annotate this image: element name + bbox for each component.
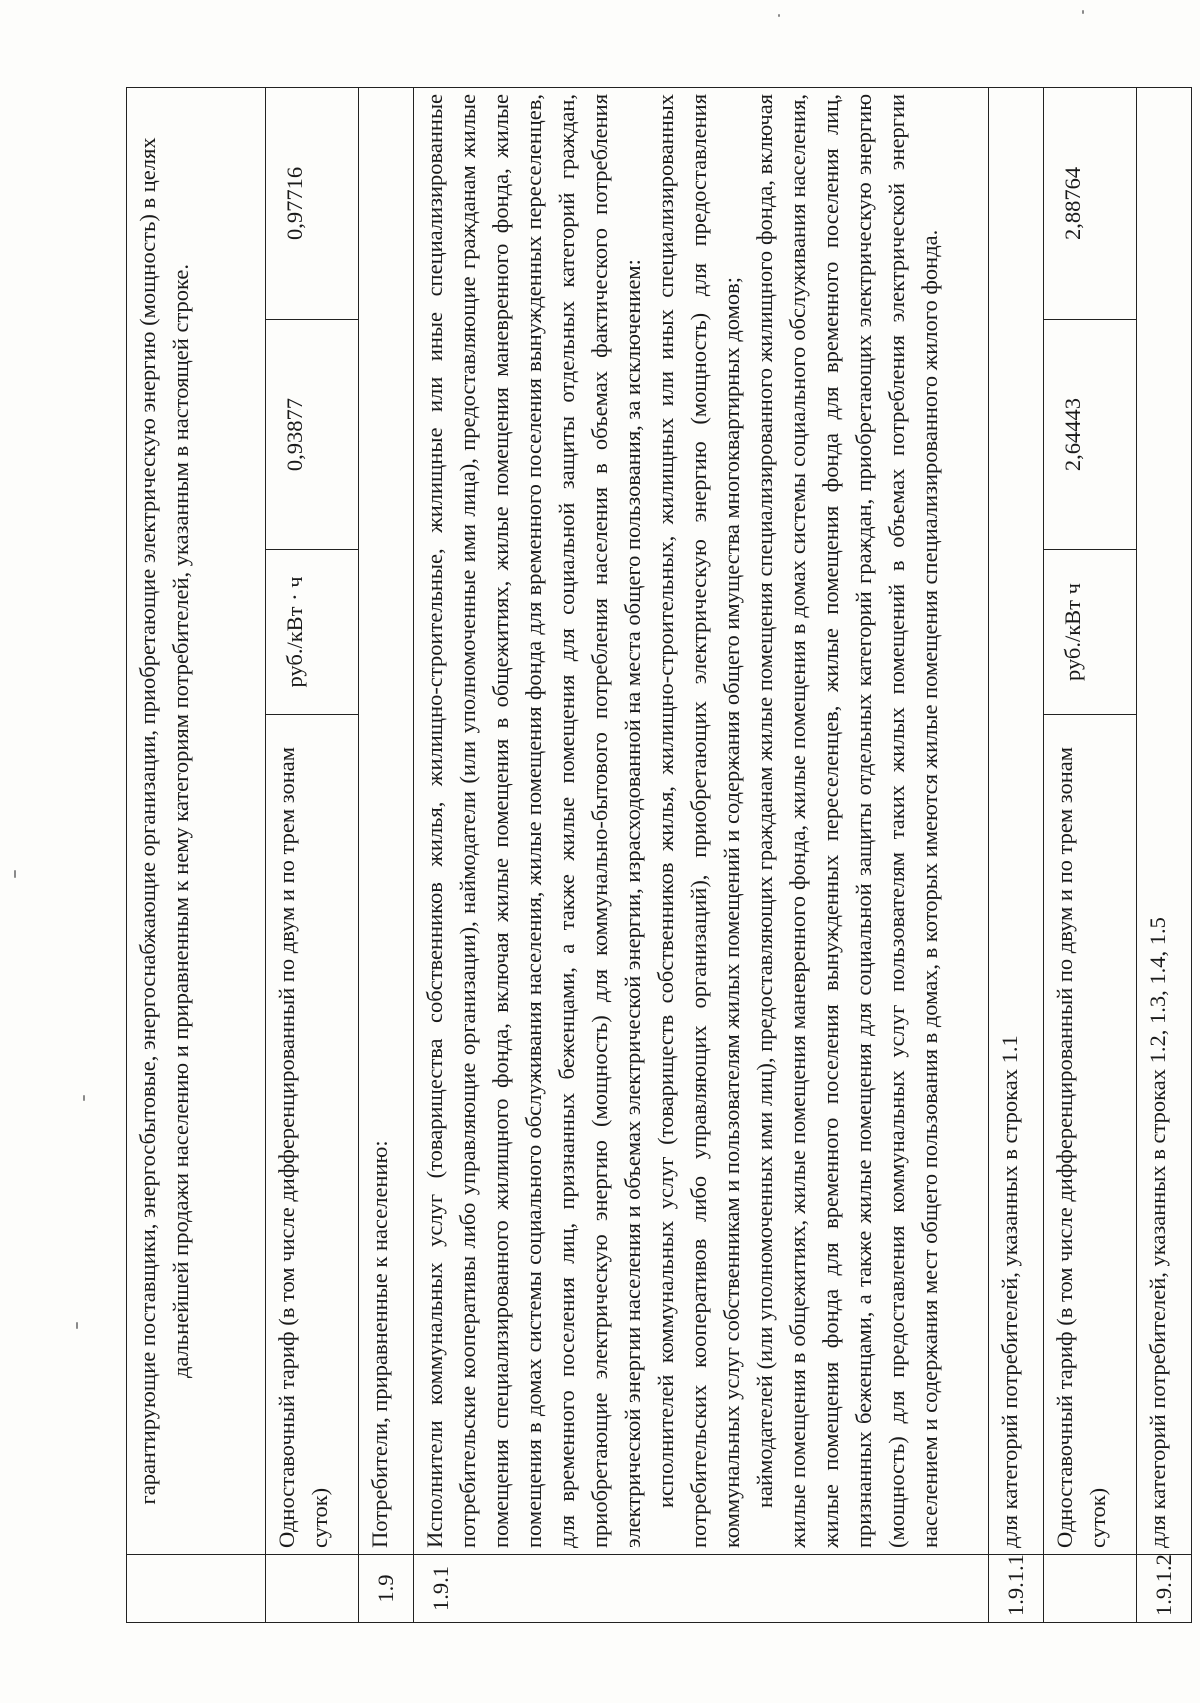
row-number-cell: 1.9 (359, 1555, 414, 1623)
table-row (127, 87, 266, 1622)
table-row (1044, 87, 1137, 1622)
table-row (414, 87, 989, 1622)
table-row (359, 87, 414, 1622)
scan-speck (76, 1322, 78, 1329)
scan-speck (83, 1095, 85, 1101)
tariff-name-cell: Одноставочный тариф (в том числе дифференцированный по двум и по трем зонам суток) (266, 715, 359, 1555)
table-row (1137, 87, 1192, 1622)
description-paragraph: наймодателей (или уполномоченных ими лиц), предоставляющих гражданам жилые помещения специализированного жилищного фонда, включая жилые помещения в общежитиях, жилые помещения маневренного фонда, жилые помещения в домах системы социального обслуживания населения, жилые помещения фонда для временного поселения вынужденных переселенцев, жилые помещения фонда для временного поселения лиц, признанных беженцами, а также жилые помещения для социальной защиты отдельных категорий граждан, приобретающих электрическую энергию (мощность) для предоставления коммунальных услуг пользователям таких жилых помещений в объемах потребления электрической энергии населением и содержания мест общего пользования в домах, в которых имеются жилые помещения специализированного жилого фонда. (752, 93, 942, 1548)
value-cell-1: 2,64443 (1044, 320, 1137, 550)
description-paragraph: Исполнители коммунальных услуг (товарищества собственников жилья, жилищно-строительные, жилищные или иные специализированные потребительские кооперативы либо управляющие организации), наймодатели (или уполномоченные ими лица), предоставляющие гражданам жилые помещения специализированного жилищного фонда, включая жилые помещения в общежитиях, жилые помещения маневренного фонда, жилые помещения в домах системы социального обслуживания населения, жилые помещения фонда для временного поселения вынужденных переселенцев, для временного поселения лиц, признанных беженцами, а также жилые помещения для социальной защиты отдельных категорий граждан, приобретающие электрическую энергию (мощность) для коммунально-бытового потребления населения в объемах фактического потребления электрической энергии населения и объемах электрической энергии, израсходованной на места общего пользования, за исключением: (422, 93, 645, 1548)
scan-speck (14, 870, 16, 878)
rotated-document-page (126, 88, 1176, 1623)
section-title-cell: Потребители, приравненные к населению: (359, 87, 414, 1554)
row-number-cell: 1.9.1 (414, 1555, 989, 1623)
scan-speck (778, 14, 780, 17)
unit-cell: руб./кВт ч (1044, 550, 1137, 715)
value-cell-2: 2,88764 (1044, 87, 1137, 319)
tariff-name-cell: Одноставочный тариф (в том числе дифференцированный по двум и по трем зонам суток) (1044, 715, 1137, 1555)
value-cell-1: 0,93877 (266, 320, 359, 550)
row-number-cell (127, 1555, 266, 1623)
row-number-cell (266, 1555, 359, 1623)
value-cell-2: 0,97716 (266, 87, 359, 319)
category-title-cell: для категорий потребителей, указанных в строках 1.2, 1.3, 1.4, 1.5 (1137, 87, 1192, 1554)
row-number-cell: 1.9.1.2 (1137, 1555, 1192, 1623)
row-number-cell: 1.9.1.1 (989, 1555, 1044, 1623)
header-text-cell (127, 87, 266, 1554)
tariff-table (126, 87, 1192, 1623)
scan-speck (1082, 10, 1084, 14)
table-row (266, 87, 359, 1622)
description-paragraph: исполнителей коммунальных услуг (товариществ собственников жилья, жилищно-строительных, жилищных или иных специализированных потребительских кооперативов либо управляющих организаций), приобретающих электрическую энергию (мощность) для предоставления коммунальных услуг собственникам и пользователям жилых помещений и содержания общего имущества многоквартирных домов; (653, 93, 744, 1548)
consumer-description-cell (414, 87, 989, 1554)
unit-cell: руб./кВт · ч (266, 550, 359, 715)
category-title-cell: для категорий потребителей, указанных в строках 1.1 (989, 87, 1044, 1554)
row-number-cell (1044, 1555, 1137, 1623)
table-row (989, 87, 1044, 1622)
header-text: гарантирующие поставщики, энергосбытовые, энергоснабжающие организации, приобретающие электрическую энергию (мощность) в целях дальнейшей продажи населению и приравненным к нему категориям потребителей, указанным в настоящей строке. (135, 137, 193, 1505)
